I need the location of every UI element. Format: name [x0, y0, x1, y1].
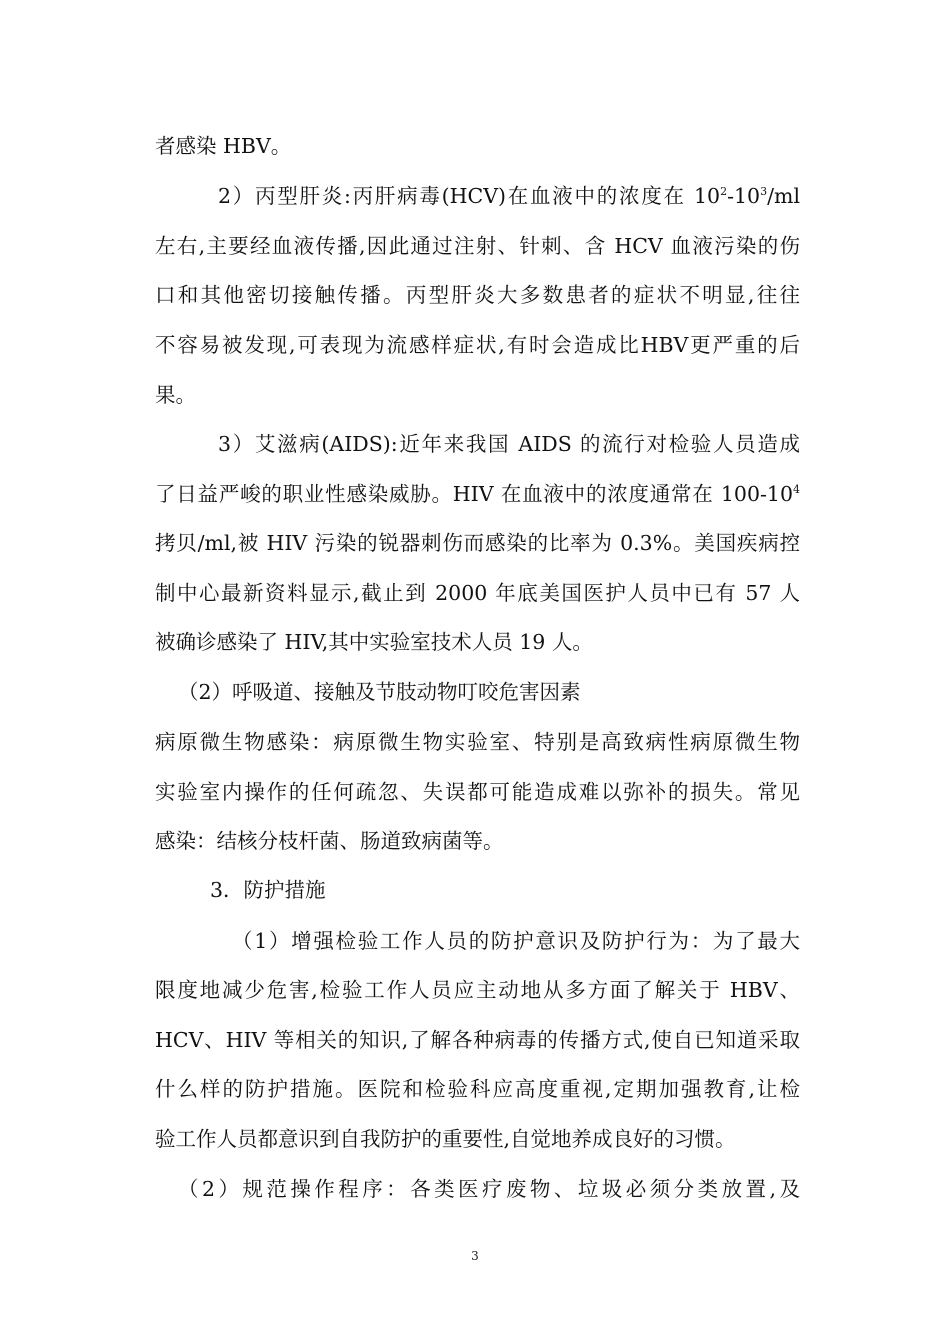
- text-line-1: 者感染 HBV。: [155, 134, 292, 158]
- subheading-hazard-factors: （2）呼吸道、接触及节肢动物叮咬危害因素: [178, 680, 581, 704]
- text-line-10: 制中心最新资料显示,截止到 2000 年底美国医护人员中已有 57 人: [155, 581, 800, 605]
- text-line-14: 实验室内操作的任何疏忽、失误都可能造成难以弥补的损失。常见: [155, 780, 800, 804]
- text-line-2-main: 2）丙型肝炎:丙肝病毒(HCV)在血液中的浓度在 10: [218, 184, 721, 208]
- text-line-8-main: 了日益严峻的职业性感染威胁。HIV 在血液中的浓度通常在 100-10: [155, 482, 793, 506]
- text-line-19: HCV、HIV 等相关的知识,了解各种病毒的传播方式,使自已知道采取: [155, 1028, 800, 1052]
- page-number: 3: [471, 1249, 479, 1263]
- text-line-3: 左右,主要经血液传播,因此通过注射、针刺、含 HCV 血液污染的伤: [155, 234, 800, 258]
- text-line-9: 拷贝/ml,被 HIV 污染的锐器刺伤而感染的比率为 0.3%。美国疾病控: [155, 531, 800, 555]
- superscript-exp-3: 3: [760, 185, 768, 198]
- text-line-6: 果。: [155, 383, 196, 407]
- text-line-7: 3）艾滋病(AIDS):近年来我国 AIDS 的流行对检验人员造成: [218, 432, 800, 456]
- text-line-22: （2）规范操作程序：各类医疗废物、垃圾必须分类放置,及: [178, 1177, 800, 1201]
- text-line-17: （1）增强检验工作人员的防护意识及防护行为：为了最大: [232, 929, 800, 953]
- text-line-13: 病原微生物感染：病原微生物实验室、特别是高致病性病原微生物: [155, 730, 800, 754]
- text-line-2-unit: /ml: [767, 184, 800, 208]
- text-line-5: 不容易被发现,可表现为流感样症状,有时会造成比HBV更严重的后: [155, 333, 800, 357]
- text-line-21: 验工作人员都意识到自我防护的重要性,自觉地养成良好的习惯。: [155, 1127, 736, 1151]
- superscript-exp-2: 2: [720, 185, 728, 198]
- text-line-2: [218, 176, 800, 216]
- text-line-11: 被确诊感染了 HIV,其中实验室技术人员 19 人。: [155, 630, 593, 654]
- text-line-8: [155, 474, 800, 514]
- text-line-15: 感染：结核分枝杆菌、肠道致病菌等。: [155, 829, 504, 853]
- text-line-2-range: -10: [727, 184, 761, 208]
- section-heading-protection: 3．防护措施: [210, 878, 326, 902]
- text-line-18: 限度地减少危害,检验工作人员应主动地从多方面了解关于 HBV、: [155, 978, 800, 1002]
- text-line-4: 口和其他密切接触传播。丙型肝炎大多数患者的症状不明显,往往: [155, 283, 800, 307]
- text-line-20: 什么样的防护措施。医院和检验科应高度重视,定期加强教育,让检: [155, 1077, 800, 1101]
- superscript-exp-4: 4: [793, 483, 800, 496]
